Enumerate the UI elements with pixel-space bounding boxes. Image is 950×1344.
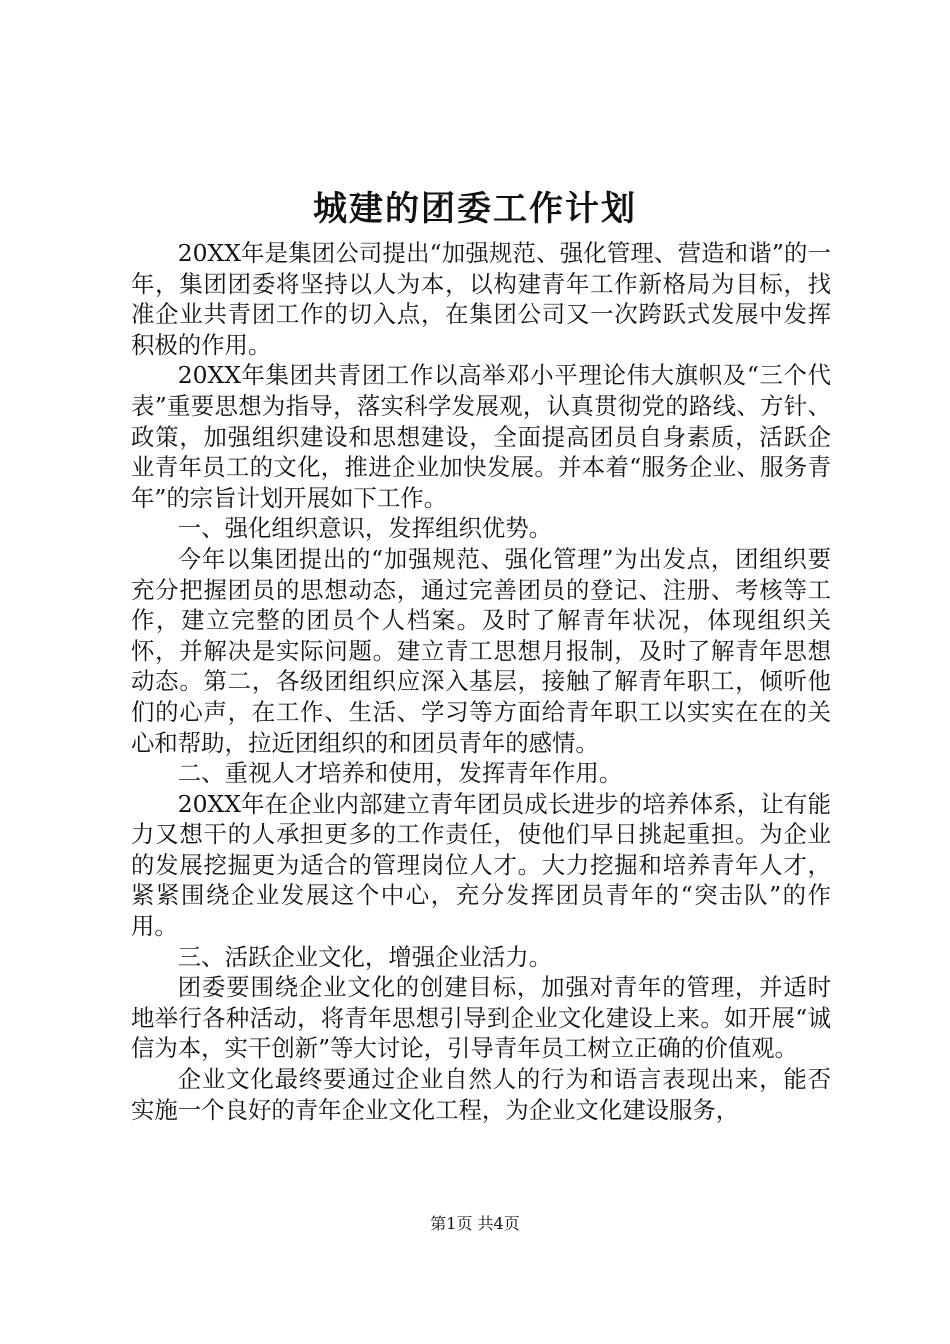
paragraph: 企业文化最终要通过企业自然人的行为和语言表现出来，能否实施一个良好的青年企业文化工程，为企业文化建设服务， [131,1065,831,1124]
paragraph: 团委要围绕企业文化的创建目标，加强对青年的管理，并适时地举行各种活动，将青年思想引导到企业文化建设上来。如开展“诚信为本，实干创新”等大讨论，引导青年员工树立正确的价值观。 [131,973,831,1063]
paragraph: 20XX年是集团公司提出“加强规范、强化管理、营造和谐”的一年，集团团委将坚持以人为本，以构建青年工作新格局为目标，找准企业共青团工作的切入点，在集团公司又一次跨跃式发展中发挥积极的作用。 [131,239,831,359]
document-title: 城建的团委工作计划 [313,189,637,229]
section-heading: 一、强化组织意识，发挥组织优势。 [177,514,553,543]
paragraph: 今年以集团提出的“加强规范、强化管理”为出发点，团组织要充分把握团员的思想动态，通过完善团员的登记、注册、考核等工作，建立完整的团员个人档案。及时了解青年状况，体现组织关怀，并解决是实际问题。建立青工思想月报制，及时了解青年思想动态。第二，各级团组织应深入基层，接触了解青年职工，倾听他们的心声，在工作、生活、学习等方面给青年职工以实实在在的关心和帮助，拉近团组织的和团员青年的感情。 [131,544,831,757]
section-heading: 二、重视人才培养和使用，发挥青年作用。 [177,759,623,788]
paragraph: 20XX年在企业内部建立青年团员成长进步的培养体系，让有能力又想干的人承担更多的工作责任，使他们早日挑起重担。为企业的发展挖掘更为适合的管理岗位人才。大力挖掘和培养青年人才，紧紧围绕企业发展这个中心，充分发挥团员青年的“突击队”的作用。 [131,789,831,941]
page-footer: 第1页 共4页 [430,1214,520,1233]
section-heading: 三、活跃企业文化，增强企业活力。 [177,942,553,971]
paragraph: 20XX年集团共青团工作以高举邓小平理论伟大旗帜及“三个代表”重要思想为指导，落实科学发展观，认真贯彻党的路线、方针、政策，加强组织建设和思想建设，全面提高团员自身素质，活跃企业青年员工的文化，推进企业加快发展。并本着“服务企业、服务青年”的宗旨计划开展如下工作。 [131,361,831,512]
document-body [131,238,831,1125]
